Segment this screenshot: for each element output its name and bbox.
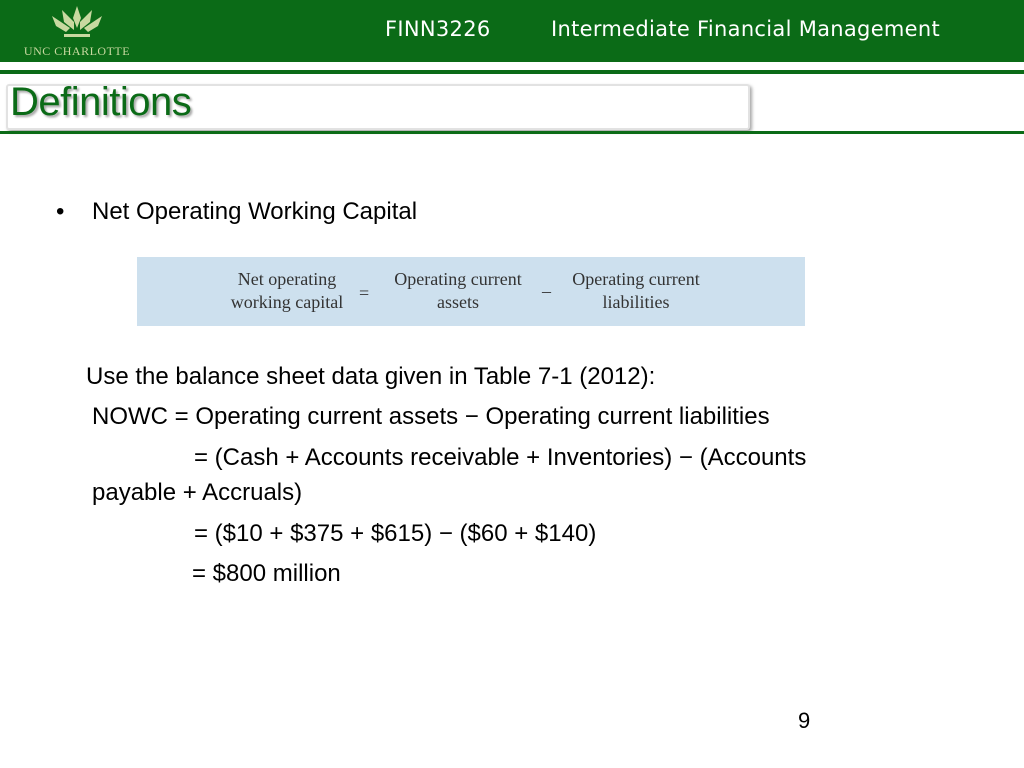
intro-text: Use the balance sheet data given in Table 7-1 (2012): xyxy=(86,363,656,390)
header-rule-top xyxy=(0,70,1024,74)
formula-term2 xyxy=(561,268,711,314)
page-number: 9 xyxy=(798,708,811,733)
calculation-result: = $800 million xyxy=(192,560,341,587)
unc-charlotte-logo xyxy=(12,4,142,58)
formula-equals: = xyxy=(359,283,370,303)
calculation-step2: = ($10 + $375 + $615) − ($60 + $140) xyxy=(194,520,597,547)
course-name: Intermediate Financial Management xyxy=(551,17,941,41)
formula-lhs-line2: working capital xyxy=(230,292,344,312)
formula-lhs xyxy=(221,268,353,314)
formula-box xyxy=(137,257,805,326)
formula-lhs-line1: Net operating xyxy=(237,269,337,289)
logo-text: UNC CHARLOTTE xyxy=(23,44,131,58)
formula-minus: – xyxy=(542,281,551,301)
formula-term2-line1: Operating current xyxy=(572,269,700,289)
calculation-step1: = (Cash + Accounts receivable + Inventories) − (Accounts xyxy=(194,444,807,471)
header-rule-bottom xyxy=(0,131,1024,134)
course-code: FINN3226 xyxy=(385,17,491,41)
calculation-step1-continued: payable + Accruals) xyxy=(92,479,303,506)
slide-title: Definitions xyxy=(10,80,192,124)
nowc-definition: NOWC = Operating current assets − Operating current liabilities xyxy=(92,403,770,430)
bullet-text: Net Operating Working Capital xyxy=(92,198,418,225)
header-bar xyxy=(0,0,1024,62)
formula-term2-line2: liabilities xyxy=(602,292,670,312)
formula-term1-line1: Operating current xyxy=(394,269,522,289)
formula-term1 xyxy=(383,268,533,314)
bullet-marker: • xyxy=(56,198,65,225)
formula-term1-line2: assets xyxy=(437,292,479,312)
crown-emblem-icon xyxy=(50,4,104,44)
